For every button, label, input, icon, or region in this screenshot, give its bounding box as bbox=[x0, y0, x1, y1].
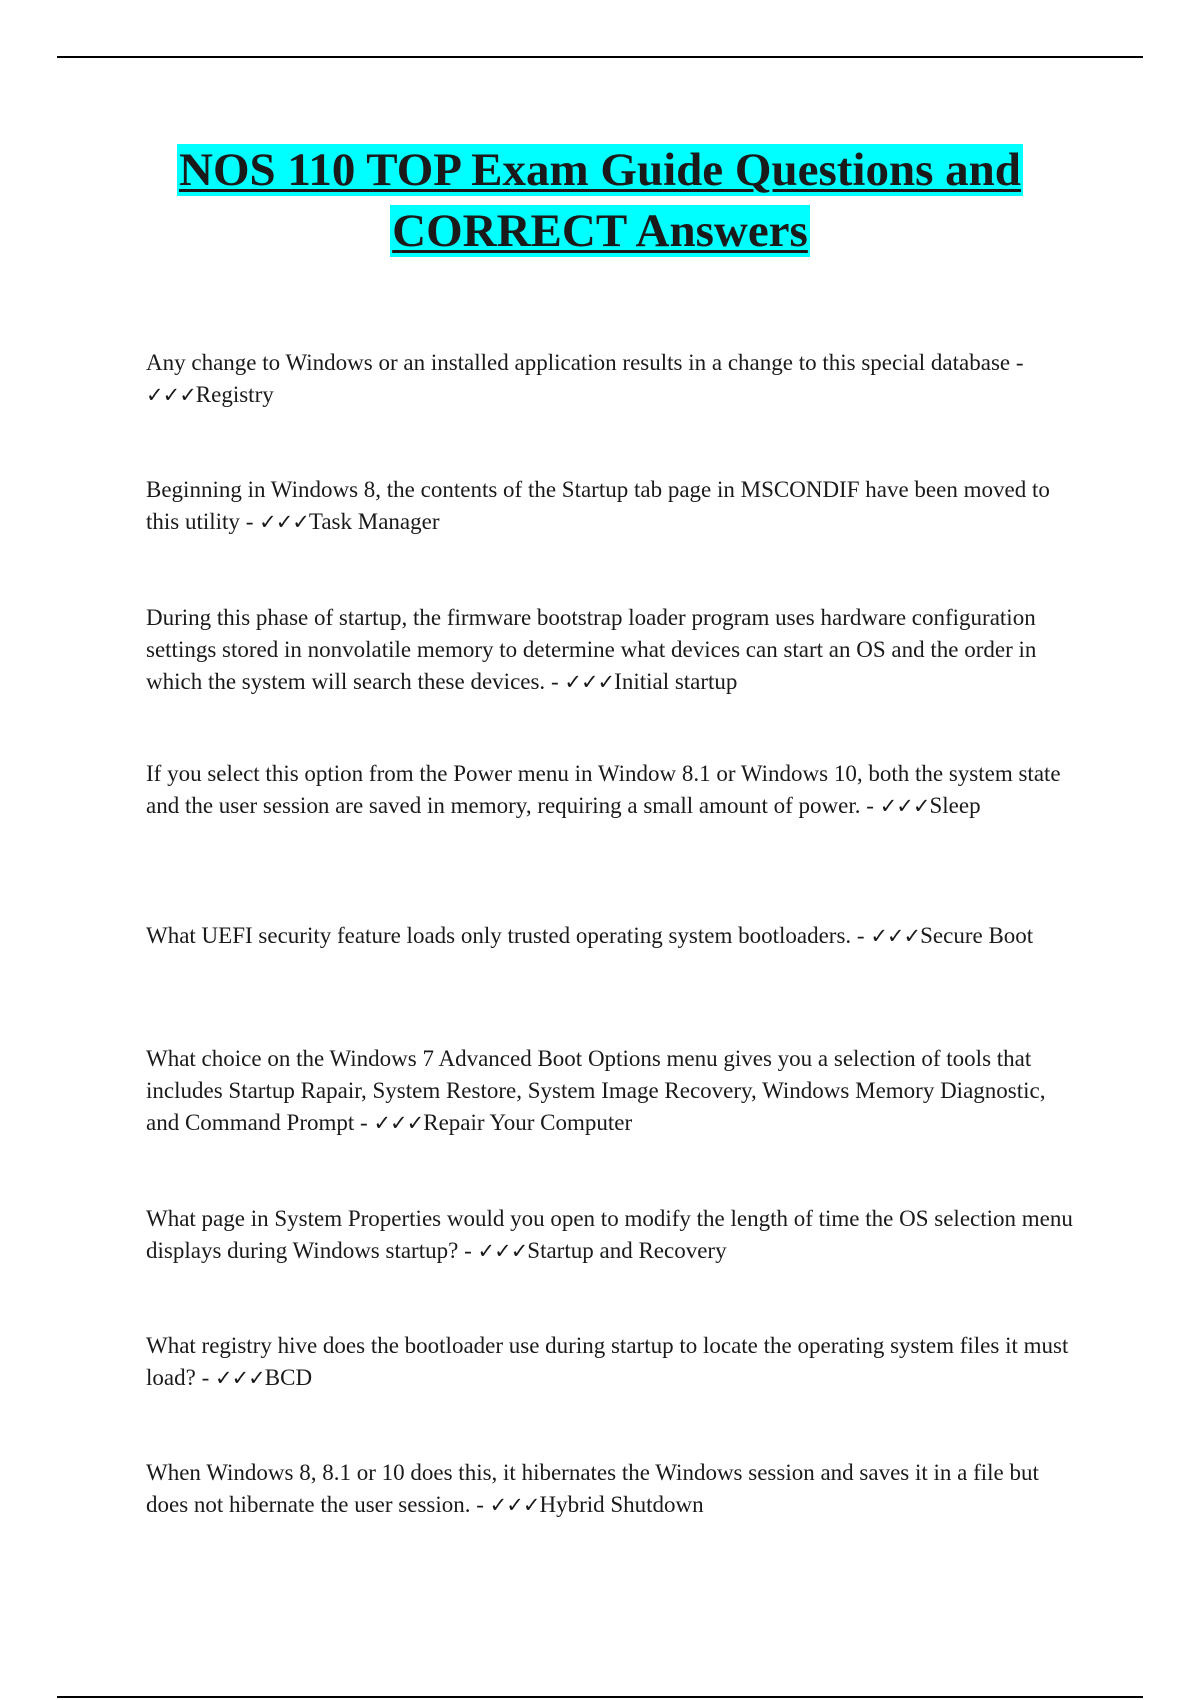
checkmark-icon: ✓✓✓ bbox=[373, 1111, 424, 1135]
qa-item-7 bbox=[146, 1203, 1076, 1267]
title-line-2: CORRECT Answers bbox=[392, 205, 808, 257]
separator: - bbox=[239, 509, 260, 534]
separator: - bbox=[851, 923, 871, 948]
question-text: What choice on the Windows 7 Advanced Boot Options menu gives you a selection of tools that includes Startup Rapair, System Restore, System Image Recovery, Windows Memory Diagnostic, and Command Prompt bbox=[146, 1046, 1046, 1135]
answer-text: Startup and Recovery bbox=[527, 1238, 727, 1263]
qa-item-1 bbox=[146, 347, 1076, 411]
answer-text: BCD bbox=[264, 1365, 313, 1390]
answer-text: Registry bbox=[195, 382, 274, 407]
checkmark-icon: ✓✓✓ bbox=[214, 1366, 265, 1390]
checkmark-icon: ✓✓✓ bbox=[489, 1493, 540, 1517]
separator: - bbox=[1010, 350, 1024, 375]
question-text: During this phase of startup, the firmware bootstrap loader program uses hardware configuration settings stored in nonvolatile memory to determine what devices can start an OS and the order in which the system will search these devices. bbox=[146, 605, 1037, 694]
qa-item-4 bbox=[146, 758, 1076, 822]
separator: - bbox=[458, 1238, 478, 1263]
document-title bbox=[0, 140, 1200, 262]
bottom-rule bbox=[57, 1696, 1143, 1698]
separator: - bbox=[545, 669, 565, 694]
separator: - bbox=[860, 793, 880, 818]
checkmark-icon: ✓✓✓ bbox=[870, 924, 921, 948]
answer-text: Repair Your Computer bbox=[423, 1110, 633, 1135]
answer-text: Secure Boot bbox=[920, 923, 1034, 948]
question-text: What UEFI security feature loads only trusted operating system bootloaders. bbox=[146, 923, 852, 948]
qa-item-6 bbox=[146, 1043, 1076, 1139]
answer-text: Task Manager bbox=[308, 509, 440, 534]
title-line-1: NOS 110 TOP Exam Guide Questions and bbox=[179, 144, 1021, 196]
question-text: Beginning in Windows 8, the contents of the Startup tab page in MSCONDIF have been moved to this utility bbox=[146, 477, 1050, 534]
qa-item-9 bbox=[146, 1457, 1076, 1521]
question-text: What page in System Properties would you open to modify the length of time the OS selection menu displays during Windows startup? bbox=[146, 1206, 1073, 1263]
checkmark-icon: ✓✓✓ bbox=[477, 1239, 528, 1263]
answer-text: Sleep bbox=[929, 793, 981, 818]
separator: - bbox=[195, 1365, 215, 1390]
question-text: Any change to Windows or an installed application results in a change to this special database bbox=[146, 350, 1011, 375]
qa-item-8 bbox=[146, 1330, 1076, 1394]
answer-text: Hybrid Shutdown bbox=[539, 1492, 704, 1517]
question-text: If you select this option from the Power menu in Window 8.1 or Windows 10, both the system state and the user session are saved in memory, requiring a small amount of power. bbox=[146, 761, 1061, 818]
separator: - bbox=[354, 1110, 374, 1135]
checkmark-icon: ✓✓✓ bbox=[879, 794, 930, 818]
top-rule bbox=[57, 56, 1143, 58]
qa-item-5 bbox=[146, 920, 1076, 952]
question-text: When Windows 8, 8.1 or 10 does this, it hibernates the Windows session and saves it in a file but does not hibernate the user session. bbox=[146, 1460, 1039, 1517]
qa-item-2 bbox=[146, 474, 1076, 538]
qa-item-3 bbox=[146, 602, 1076, 698]
separator: - bbox=[470, 1492, 490, 1517]
checkmark-icon: ✓✓✓ bbox=[146, 383, 196, 407]
checkmark-icon: ✓✓✓ bbox=[259, 510, 309, 534]
answer-text: Initial startup bbox=[614, 669, 738, 694]
question-text: What registry hive does the bootloader use during startup to locate the operating system files it must load? bbox=[146, 1333, 1069, 1390]
checkmark-icon: ✓✓✓ bbox=[564, 670, 615, 694]
